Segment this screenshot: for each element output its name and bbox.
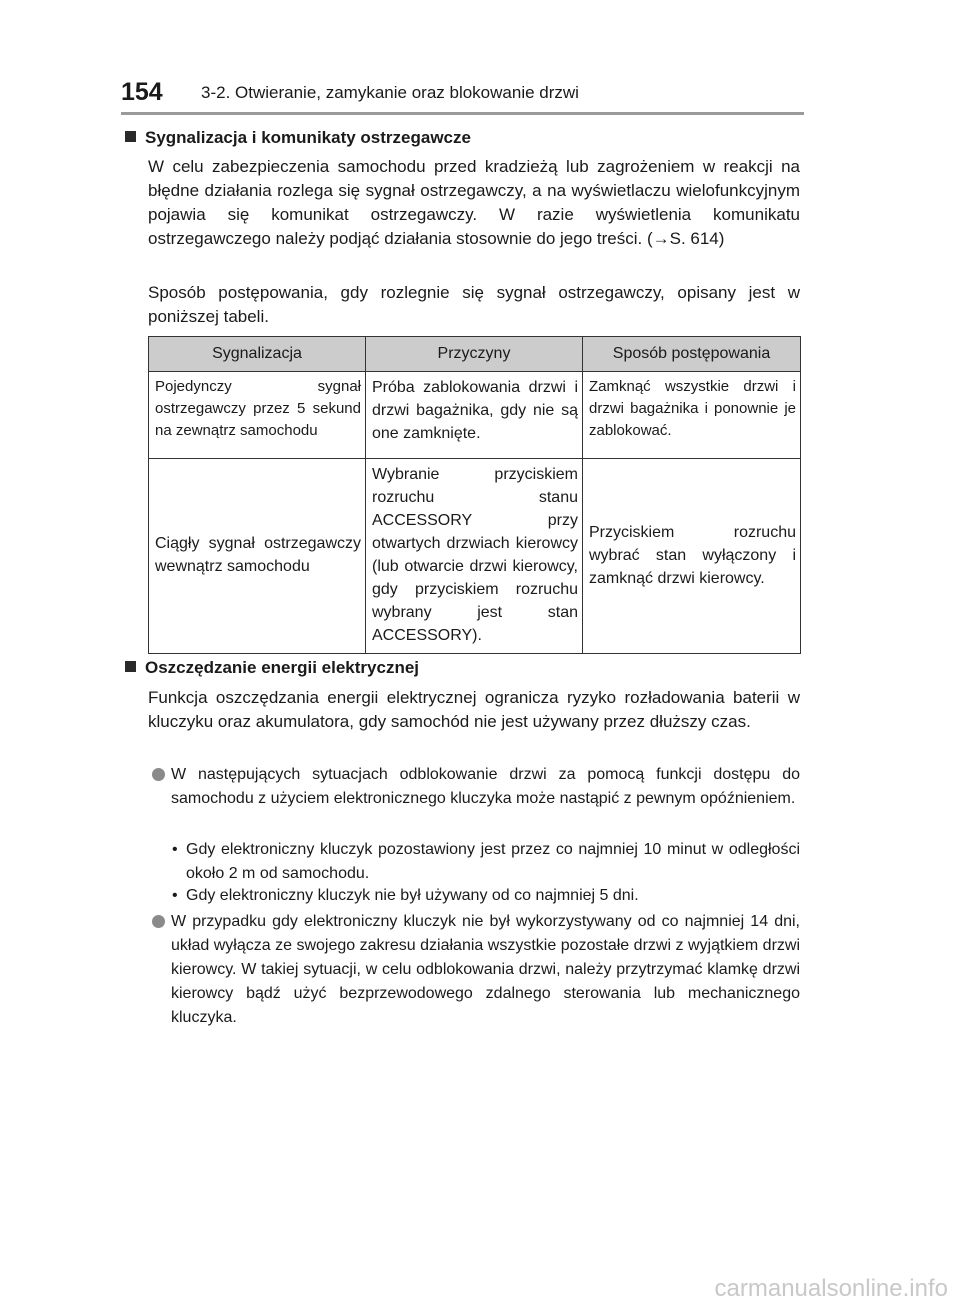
warnings-intro-paragraph: W celu zabezpieczenia samochodu przed kradzieżą lub zagrożeniem w reakcji na błędne działania rozlega się sygnał ostrzegawczy, a na wyświetlaczu wielofunkcyjnym pojawia się komunikat ostrzegawczy. W razie wyświetlenia komunikatu ostrzegawczego należy podjąć działania stosownie do jego treści. (→S. 614) [148,157,800,248]
section-heading-energy [125,656,419,680]
sub-bullet-text: Gdy elektroniczny kluczyk nie był używany od co najmniej 5 dni. [186,887,639,904]
bullet-text: W przypadku gdy elektroniczny kluczyk nie był wykorzystywany od co najmniej 14 dni, układ wyłącza ze swojego zakresu działania wszystkie pozostałe drzwi z wyjątkiem drzwi kierowcy. W takiej sytuacji, w celu odblokowania drzwi, należy przytrzymać klamkę drzwi kierowcy bądź użyć bezprzewodowego zdalnego sterowania lub mechanicznego kluczyka. [171,913,800,1026]
table-cell: Próba zablokowania drzwi i drzwi bagażnika, gdy nie są one zamknięte. [366,372,583,459]
page-number: 154 [121,78,163,106]
square-bullet-icon [125,661,136,672]
table-row [149,459,801,654]
table-cell: Pojedynczy sygnał ostrzegawczy przez 5 sekund na zewnątrz samochodu [149,372,366,459]
table-cell: Zamknąć wszystkie drzwi i drzwi bagażnika i ponownie je zablokować. [583,372,801,459]
table-cell: Przyciskiem rozruchu wybrać stan wyłączony i zamknąć drzwi kierowcy. [583,459,801,654]
watermark: carmanualsonline.info [714,1275,948,1302]
warning-table [148,336,801,654]
section-heading-warnings [125,126,471,150]
table-header-row [149,337,801,372]
table-cell: Ciągły sygnał ostrzegawczy wewnątrz samochodu [149,459,366,654]
section-title: Oszczędzanie energii elektrycznej [145,658,420,677]
table-cell: Wybranie przyciskiem rozruchu stanu ACCESSORY przy otwartych drzwiach kierowcy (lub otwarcie drzwi kierowcy, gdy przyciskiem rozruchu wybrany jest stan ACCESSORY). [366,459,583,654]
table-row [149,372,801,459]
header-divider [121,112,804,115]
column-header-action: Sposób postępowania [583,337,801,372]
list-item [152,910,800,1030]
dot-bullet-icon: • [172,887,178,904]
list-item [172,884,800,908]
list-item [172,838,800,886]
column-header-signal: Sygnalizacja [149,337,366,372]
page-header [121,78,811,106]
circle-bullet-icon [152,768,165,781]
dot-bullet-icon: • [172,841,178,858]
warnings-table-intro: Sposób postępowania, gdy rozlegnie się sygnał ostrzegawczy, opisany jest w poniższej tabeli. [148,283,800,326]
sub-bullet-text: Gdy elektroniczny kluczyk pozostawiony jest przez co najmniej 10 minut w odległości około 2 m od samochodu. [186,841,800,882]
column-header-cause: Przyczyny [366,337,583,372]
circle-bullet-icon [152,915,165,928]
list-item [152,763,800,811]
chapter-title: 3-2. Otwieranie, zamykanie oraz blokowanie drzwi [201,83,579,102]
energy-intro-paragraph: Funkcja oszczędzania energii elektrycznej ogranicza ryzyko rozładowania baterii w kluczyku oraz akumulatora, gdy samochód nie jest używany przez dłuższy czas. [148,688,800,731]
bullet-text: W następujących sytuacjach odblokowanie drzwi za pomocą funkcji dostępu do samochodu z użyciem elektronicznego kluczyka może nastąpić z pewnym opóźnieniem. [171,766,800,807]
square-bullet-icon [125,131,136,142]
section-title: Sygnalizacja i komunikaty ostrzegawcze [145,128,471,147]
